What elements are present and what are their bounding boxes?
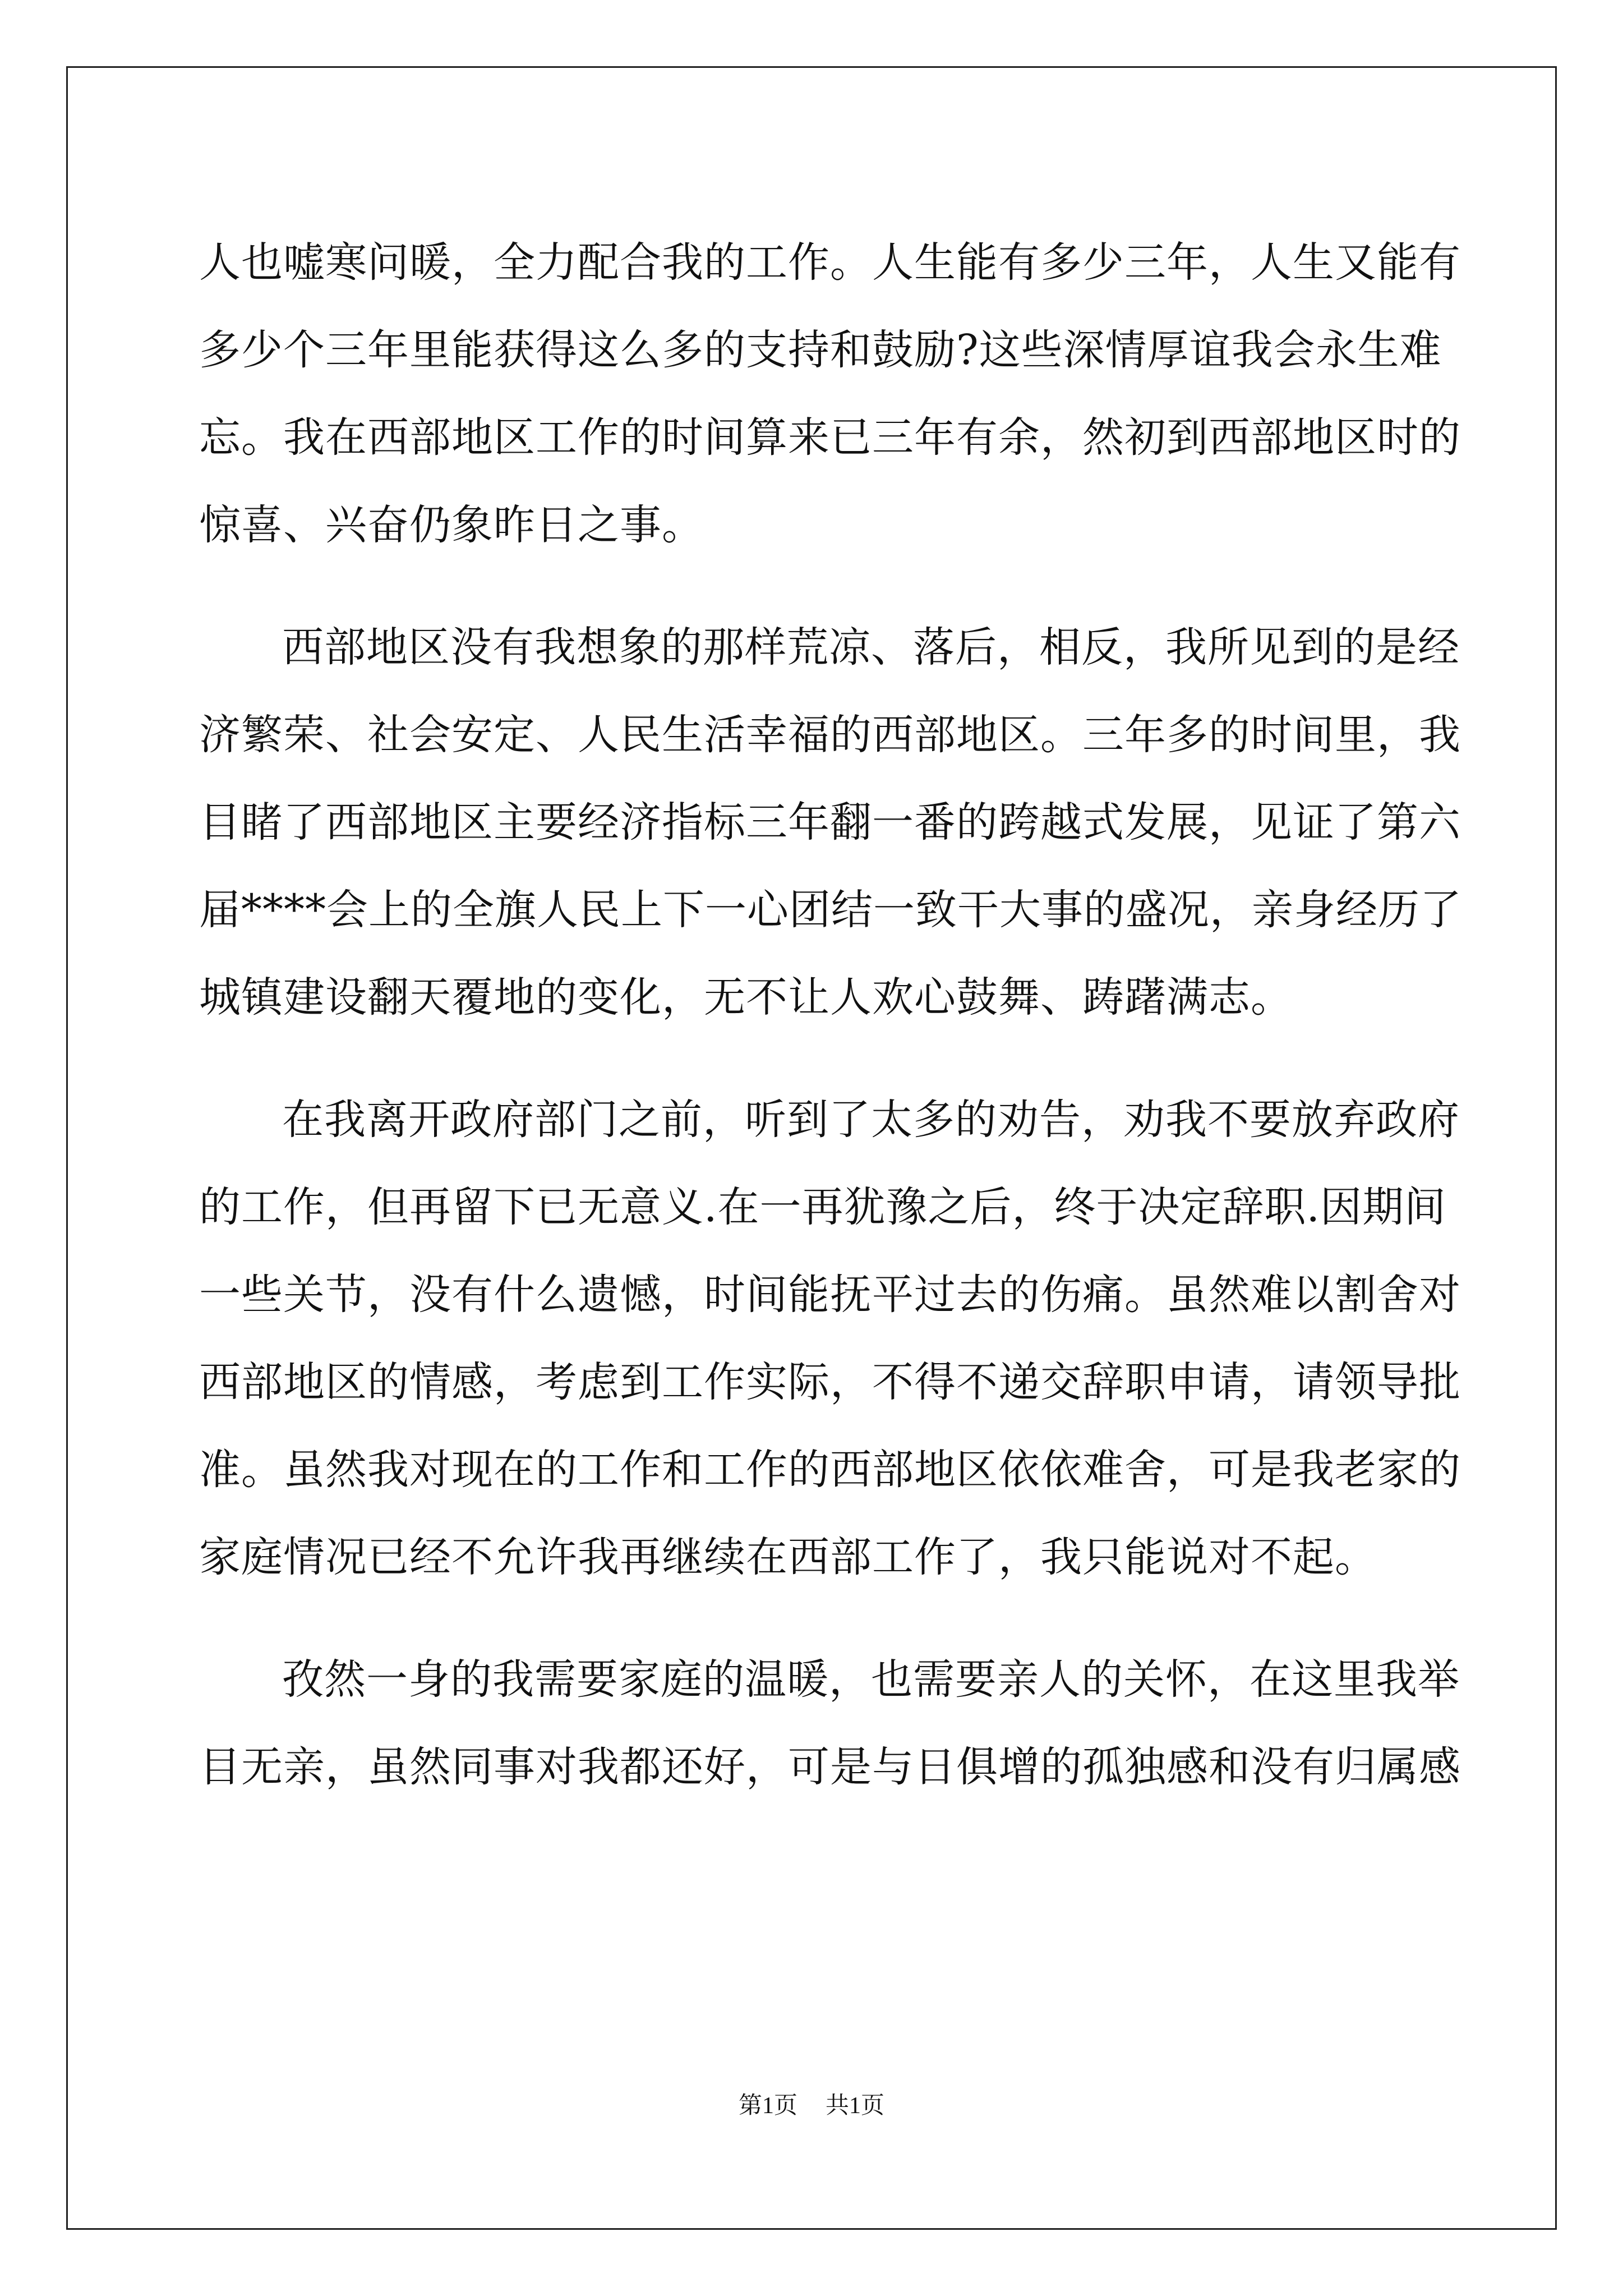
paragraph-gap [199,1601,1433,1636]
page-number: 第1页 [738,2093,797,2119]
text-line: 在我离开政府部门之前，听到了太多的劝告，劝我不要放弃政府 [282,1096,1460,1144]
text-line: 多少个三年里能获得这么多的支持和鼓励?这些深情厚谊我会永生难 [199,326,1442,374]
text-line: 忘。我在西部地区工作的时间算来已三年有余，然初到西部地区时的 [199,413,1461,462]
text-line: 西部地区的情感，考虑到工作实际，不得不递交辞职申请，请领导批 [199,1358,1461,1406]
page-footer [0,2089,1623,2123]
text-line: 届****会上的全旗人民上下一心团结一致干大事的盛况，亲身经历了 [199,886,1462,934]
paragraph-gap [199,1041,1433,1076]
text-line: 孜然一身的我需要家庭的温暖，也需要亲人的关怀，在这里我举 [282,1655,1460,1704]
text-line: 目睹了西部地区主要经济指标三年翻一番的跨越式发展，见证了第六 [199,798,1461,846]
document-body [199,219,1462,1811]
text-line: 惊喜、兴奋仍象昨日之事。 [199,501,704,549]
page-total: 共1页 [826,2093,885,2119]
text-line: 一些关节，没有什么遗憾，时间能抚平过去的伤痛。虽然难以割舍对 [199,1271,1461,1319]
paragraph-gap [199,569,1433,604]
text-line: 人也嘘寒问暖，全力配合我的工作。人生能有多少三年，人生又能有 [199,238,1461,287]
text-line: 西部地区没有我想象的那样荒凉、落后，相反，我所见到的是经 [282,623,1460,671]
text-line: 家庭情况已经不允许我再继续在西部工作了，我只能说对不起。 [199,1533,1377,1581]
text-line: 城镇建设翻天覆地的变化，无不让人欢心鼓舞、踌躇满志。 [199,973,1293,1022]
text-line: 济繁荣、社会安定、人民生活幸福的西部地区。三年多的时间里，我 [199,711,1461,759]
text-line: 准。虽然我对现在的工作和工作的西部地区依依难舍，可是我老家的 [199,1446,1461,1494]
text-line: 目无亲，虽然同事对我都还好，可是与日俱增的孤独感和没有归属感 [199,1743,1461,1791]
text-line: 的工作，但再留下已无意义.在一再犹豫之后，终于决定辞职.因期间 [199,1183,1447,1231]
